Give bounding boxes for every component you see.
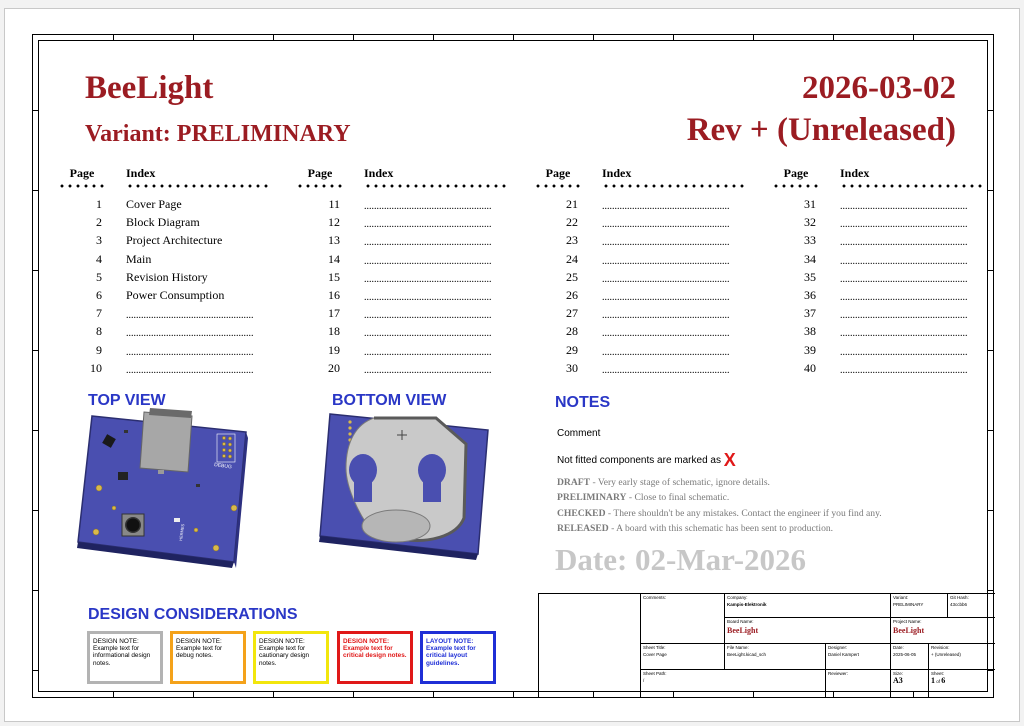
frame-tick xyxy=(833,34,834,40)
index-empty-fill: ................................................... xyxy=(126,364,254,376)
frame-tick xyxy=(32,270,38,271)
stage-description: - There shouldn't be any mistakes. Contact the engineer if you find any. xyxy=(605,507,882,519)
index-row xyxy=(58,270,278,288)
index-page-number: 6 xyxy=(96,287,102,302)
tb-comments: Comments: xyxy=(640,593,724,646)
tb-date: Date: 2025-06-05 xyxy=(890,643,928,669)
index-empty-fill: ................................................... xyxy=(602,346,730,358)
index-header xyxy=(58,166,278,182)
index-empty-fill: ................................................... xyxy=(602,237,730,249)
date-watermark: Date: 02-Mar-2026 xyxy=(555,542,807,577)
index-row xyxy=(296,215,516,233)
index-row xyxy=(534,288,754,306)
hermes-silkscreen: HERMES xyxy=(178,523,186,542)
index-row xyxy=(58,361,278,379)
stage-description: - Close to final schematic. xyxy=(626,492,730,504)
index-column-2 xyxy=(296,166,516,376)
index-empty-fill: ................................................... xyxy=(602,201,730,212)
index-empty-fill: ................................................... xyxy=(840,237,968,249)
index-row xyxy=(58,288,278,306)
dotted-underline xyxy=(772,183,820,189)
index-row xyxy=(772,197,992,215)
tb-designer: Designer: Daniel Kampert xyxy=(825,643,890,669)
bottom-view-title: BOTTOM VIEW xyxy=(332,392,447,409)
debug-silkscreen: DEBUG xyxy=(213,462,233,471)
frame-tick xyxy=(433,34,434,40)
tb-company: Company: Kampis-Elektronik xyxy=(724,593,890,617)
design-note-text: Example text for informational design notes. xyxy=(93,645,151,667)
design-note-box xyxy=(420,631,496,684)
frame-tick xyxy=(32,190,38,191)
index-header xyxy=(296,166,516,182)
header-revision: Rev + (Unreleased) xyxy=(686,112,956,148)
index-row xyxy=(296,197,516,215)
index-row xyxy=(534,215,754,233)
stage-description: - A board with this schematic has been sent to production. xyxy=(608,522,834,534)
index-page-number: 13 xyxy=(328,233,340,248)
design-note-title: DESIGN NOTE: xyxy=(259,638,305,645)
tb-board-name: Board Name: BeeLight xyxy=(724,617,890,643)
index-page-number: 35 xyxy=(804,269,816,284)
index-page-number: 26 xyxy=(566,287,578,302)
index-row xyxy=(296,233,516,251)
index-page-number: 36 xyxy=(804,287,816,302)
index-empty-fill: ................................................... xyxy=(364,237,492,249)
tb-sheet-title: Sheet Title: Cover Page xyxy=(640,643,724,669)
index-page-number: 28 xyxy=(566,324,578,339)
frame-tick xyxy=(593,34,594,40)
design-note-text: Example text for cautionary design notes. xyxy=(259,645,310,667)
index-row xyxy=(534,252,754,270)
index-empty-fill: ................................................... xyxy=(602,310,730,322)
index-row xyxy=(534,324,754,342)
index-empty-fill: ................................................... xyxy=(840,273,968,285)
index-sheet-name[interactable]: Project Architecture xyxy=(126,233,223,248)
index-page-number: 39 xyxy=(804,342,816,357)
frame-tick xyxy=(193,34,194,40)
frame-tick xyxy=(988,590,994,591)
index-row xyxy=(296,306,516,324)
index-page-number: 8 xyxy=(96,324,102,339)
frame-tick xyxy=(273,692,274,698)
index-row xyxy=(58,233,278,251)
notes-title: NOTES xyxy=(555,394,611,411)
frame-tick xyxy=(513,692,514,698)
frame-tick xyxy=(988,430,994,431)
tb-reviewer: Reviewer: xyxy=(825,669,890,698)
index-row xyxy=(296,288,516,306)
tb-project-name: Project Name: BeeLight xyxy=(890,617,995,643)
index-row xyxy=(772,233,992,251)
index-empty-fill: ................................................... xyxy=(840,201,968,212)
top-view-render xyxy=(74,408,254,568)
index-page-number: 29 xyxy=(566,342,578,357)
index-page-number: 10 xyxy=(90,360,102,375)
index-page-number: 11 xyxy=(328,197,340,211)
index-row xyxy=(296,324,516,342)
index-row xyxy=(534,233,754,251)
index-empty-fill: ................................................... xyxy=(126,310,254,322)
index-row xyxy=(296,270,516,288)
design-note-box xyxy=(87,631,163,684)
index-empty-fill: ................................................... xyxy=(364,201,492,212)
index-column-1 xyxy=(58,166,278,376)
index-page-number: 12 xyxy=(328,215,340,230)
stage-name: RELEASED xyxy=(557,522,609,534)
index-page-number: 1 xyxy=(96,197,102,211)
design-note-title: DESIGN NOTE: xyxy=(176,638,222,645)
frame-tick xyxy=(353,34,354,40)
page-header: Page xyxy=(69,166,95,180)
index-empty-fill: ................................................... xyxy=(602,364,730,376)
frame-tick xyxy=(433,692,434,698)
index-page-number: 20 xyxy=(328,360,340,375)
index-row xyxy=(772,270,992,288)
index-page-number: 2 xyxy=(96,215,102,230)
index-sheet-name[interactable]: Revision History xyxy=(126,269,208,284)
index-page-number: 15 xyxy=(328,269,340,284)
header-date: 2026-03-02 xyxy=(802,70,956,106)
index-page-number: 33 xyxy=(804,233,816,248)
frame-tick xyxy=(913,34,914,40)
index-empty-fill: ................................................... xyxy=(602,273,730,285)
index-empty-fill: ................................................... xyxy=(364,219,492,231)
notes-not-fitted xyxy=(557,450,736,471)
index-row xyxy=(772,288,992,306)
index-header-label: Index xyxy=(364,166,394,180)
frame-tick xyxy=(753,34,754,40)
index-empty-fill: ................................................... xyxy=(364,255,492,267)
page-header: Page xyxy=(307,166,333,180)
index-page-number: 32 xyxy=(804,215,816,230)
index-page-number: 31 xyxy=(804,197,816,211)
frame-tick xyxy=(193,692,194,698)
index-row xyxy=(534,197,754,215)
dotted-underline xyxy=(840,183,986,189)
frame-tick xyxy=(32,430,38,431)
index-row xyxy=(58,324,278,342)
stage-name: PRELIMINARY xyxy=(557,492,627,504)
frame-tick xyxy=(353,692,354,698)
index-empty-fill: ................................................... xyxy=(364,346,492,358)
variant-title: Variant: PRELIMINARY xyxy=(85,121,351,147)
index-row xyxy=(58,306,278,324)
index-empty-fill: ................................................... xyxy=(364,364,492,376)
index-empty-fill: ................................................... xyxy=(602,328,730,340)
dotted-underline xyxy=(602,183,748,189)
frame-tick xyxy=(988,110,994,111)
index-row xyxy=(772,215,992,233)
status-stage-item xyxy=(557,521,882,536)
design-considerations-title: DESIGN CONSIDERATIONS xyxy=(88,606,298,623)
index-row xyxy=(772,343,992,361)
index-row xyxy=(58,197,278,215)
tb-sheet: Sheet: 1 of 6 xyxy=(928,669,995,698)
dotted-underline xyxy=(534,183,582,189)
design-note-box xyxy=(170,631,246,684)
design-note-text: Example text for debug notes. xyxy=(176,645,223,660)
index-empty-fill: ................................................... xyxy=(126,328,254,340)
index-page-number: 17 xyxy=(328,306,340,321)
dotted-underline xyxy=(58,183,106,189)
index-sheet-name[interactable]: Cover Page xyxy=(126,197,182,211)
index-page-number: 27 xyxy=(566,306,578,321)
index-row xyxy=(772,306,992,324)
tb-git-hash: Git Hash: 43ccbb6 xyxy=(947,593,995,617)
index-page-number: 30 xyxy=(566,360,578,375)
tb-revision: Revision: + (Unreleased) xyxy=(928,643,995,669)
frame-tick xyxy=(32,510,38,511)
index-sheet-name[interactable]: Main xyxy=(126,251,152,266)
index-row xyxy=(58,252,278,270)
status-stage-list xyxy=(557,475,882,536)
index-empty-fill: ................................................... xyxy=(840,255,968,267)
index-empty-fill: ................................................... xyxy=(364,273,492,285)
index-page-number: 22 xyxy=(566,215,578,230)
index-page-number: 7 xyxy=(96,306,102,321)
stage-name: DRAFT xyxy=(557,477,591,488)
index-header-label: Index xyxy=(840,166,870,180)
index-page-number: 18 xyxy=(328,324,340,339)
status-stage-item xyxy=(557,490,882,505)
status-stage-item xyxy=(557,506,882,521)
index-sheet-name[interactable]: Power Consumption xyxy=(126,287,225,302)
index-empty-fill: ................................................... xyxy=(840,219,968,231)
design-note-title: DESIGN NOTE: xyxy=(93,638,139,645)
index-empty-fill: ................................................... xyxy=(840,310,968,322)
index-row xyxy=(772,252,992,270)
frame-tick xyxy=(273,34,274,40)
frame-tick xyxy=(32,590,38,591)
index-header-label: Index xyxy=(126,166,156,180)
not-fitted-text: Not fitted components are marked as xyxy=(557,455,721,467)
tb-sheet-path: Sheet Path: / xyxy=(640,669,825,698)
design-note-text: Example text for critical layout guidelines. xyxy=(426,645,476,667)
stage-description: - Very early stage of schematic, ignore details. xyxy=(590,477,770,488)
index-page-number: 37 xyxy=(804,306,816,321)
status-stage-item xyxy=(557,475,882,490)
index-row xyxy=(296,252,516,270)
notes-comment: Comment xyxy=(557,428,601,439)
index-row xyxy=(296,361,516,379)
index-row xyxy=(772,361,992,379)
page-header: Page xyxy=(545,166,571,180)
index-page-number: 3 xyxy=(96,233,102,248)
index-empty-fill: ................................................... xyxy=(602,291,730,303)
index-row xyxy=(534,270,754,288)
bottom-view-render xyxy=(316,408,492,560)
stage-name: CHECKED xyxy=(557,507,606,519)
index-page-number: 9 xyxy=(96,342,102,357)
tb-size: Size: A3 xyxy=(890,669,928,698)
index-page-number: 5 xyxy=(96,269,102,284)
index-row xyxy=(58,215,278,233)
design-note-title: DESIGN NOTE: xyxy=(343,638,390,645)
index-page-number: 16 xyxy=(328,287,340,302)
not-fitted-x-icon: X xyxy=(723,450,736,470)
frame-tick xyxy=(32,110,38,111)
index-page-number: 21 xyxy=(566,197,578,211)
index-column-4 xyxy=(772,166,992,376)
index-page-number: 23 xyxy=(566,233,578,248)
design-note-box xyxy=(253,631,329,684)
design-note-text: Example text for critical design notes. xyxy=(343,645,407,660)
index-empty-fill: ................................................... xyxy=(364,310,492,322)
index-page-number: 4 xyxy=(96,251,102,266)
dotted-underline xyxy=(126,183,272,189)
index-row xyxy=(58,343,278,361)
index-empty-fill: ................................................... xyxy=(364,328,492,340)
index-column-3 xyxy=(534,166,754,376)
project-title: BeeLight xyxy=(85,70,214,106)
frame-tick xyxy=(113,34,114,40)
index-empty-fill: ................................................... xyxy=(602,219,730,231)
tb-file-name: File Name: BeeLight.kicad_sch xyxy=(724,643,825,669)
page-header: Page xyxy=(783,166,809,180)
index-empty-fill: ................................................... xyxy=(840,346,968,358)
frame-tick xyxy=(988,510,994,511)
index-header xyxy=(534,166,754,182)
design-note-box xyxy=(337,631,413,684)
frame-tick xyxy=(113,692,114,698)
index-row xyxy=(534,343,754,361)
index-empty-fill: ................................................... xyxy=(364,291,492,303)
frame-tick xyxy=(32,670,38,671)
dotted-underline xyxy=(364,183,510,189)
frame-tick xyxy=(673,34,674,40)
index-header-label: Index xyxy=(602,166,632,180)
top-view-title: TOP VIEW xyxy=(88,392,166,409)
frame-tick xyxy=(32,350,38,351)
index-empty-fill: ................................................... xyxy=(840,364,968,376)
index-row xyxy=(534,306,754,324)
index-row xyxy=(534,361,754,379)
index-empty-fill: ................................................... xyxy=(840,291,968,303)
index-empty-fill: ................................................... xyxy=(126,346,254,358)
dotted-underline xyxy=(296,183,344,189)
index-row xyxy=(772,324,992,342)
index-empty-fill: ................................................... xyxy=(840,328,968,340)
tb-variant: Variant: PRELIMINARY xyxy=(890,593,947,617)
title-block xyxy=(538,593,994,698)
index-page-number: 40 xyxy=(804,360,816,375)
index-header xyxy=(772,166,992,182)
index-page-number: 34 xyxy=(804,251,816,266)
frame-tick xyxy=(988,190,994,191)
index-row xyxy=(296,343,516,361)
index-page-number: 19 xyxy=(328,342,340,357)
design-note-title: LAYOUT NOTE: xyxy=(426,638,474,645)
index-page-number: 24 xyxy=(566,251,578,266)
index-page-number: 38 xyxy=(804,324,816,339)
index-page-number: 25 xyxy=(566,269,578,284)
index-page-number: 14 xyxy=(328,251,340,266)
index-sheet-name[interactable]: Block Diagram xyxy=(126,215,200,230)
frame-tick xyxy=(513,34,514,40)
index-empty-fill: ................................................... xyxy=(602,255,730,267)
